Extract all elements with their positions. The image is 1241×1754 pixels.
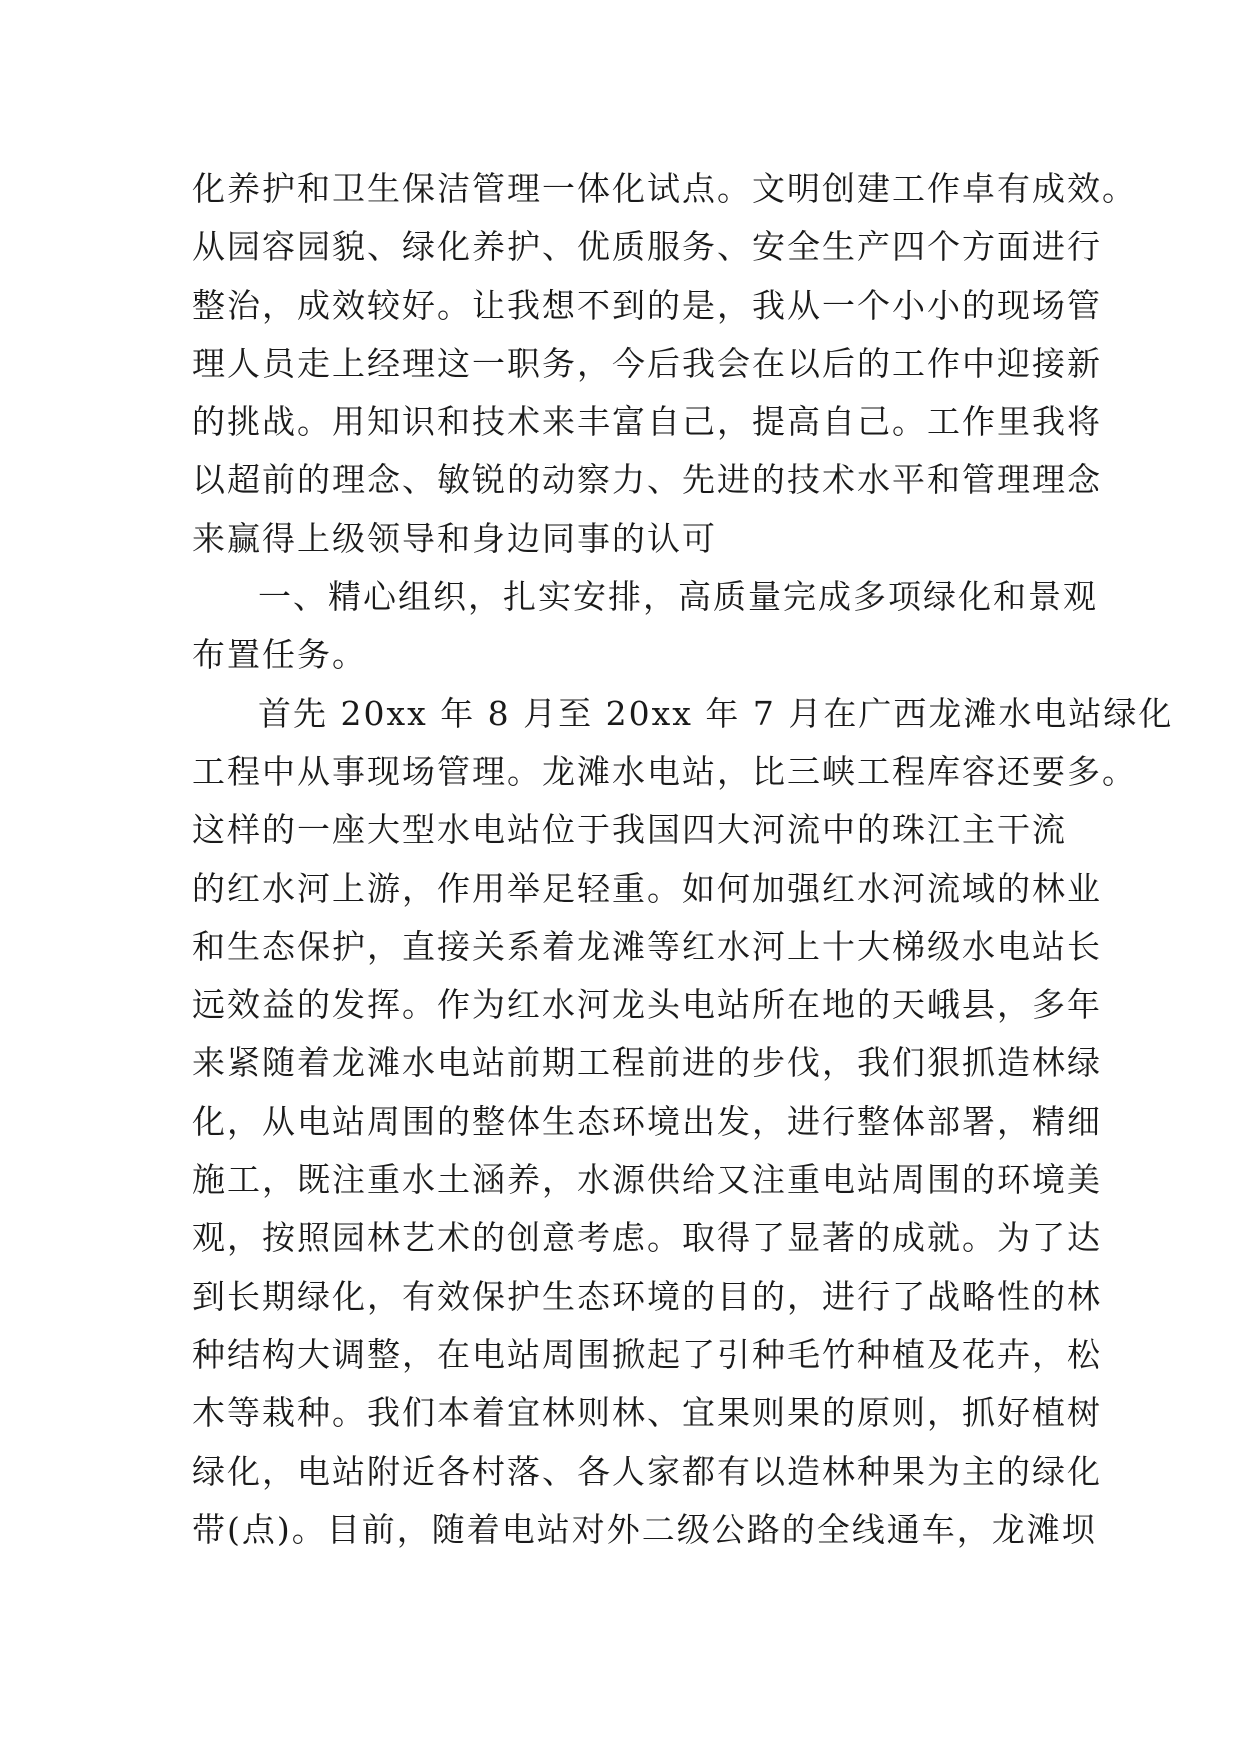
text-line: 理人员走上经理这一职务，今后我会在以后的工作中迎接新 [192,343,1102,383]
text-line: 施工，既注重水土涵养，水源供给又注重电站周围的环境美 [192,1160,1102,1200]
paragraph-start: 首先 20xx 年 8 月至 20xx 年 7 月在广西龙滩水电站绿化 [258,693,1174,733]
text-line: 和生态保护，直接关系着龙滩等红水河上十大梯级水电站长 [192,926,1102,966]
text-line: 的挑战。用知识和技术来丰富自己，提高自己。工作里我将 [192,402,1102,442]
text-line: 整治，成效较好。让我想不到的是，我从一个小小的现场管 [192,285,1102,325]
text-line: 带(点)。目前，随着电站对外二级公路的全线通车，龙滩坝 [192,1509,1097,1549]
text-line: 远效益的发挥。作为红水河龙头电站所在地的天峨县，多年 [192,985,1102,1025]
body-text [192,160,1174,1559]
text-line: 种结构大调整，在电站周围掀起了引种毛竹种植及花卉，松 [192,1334,1102,1374]
text-line: 从园容园貌、绿化养护、优质服务、安全生产四个方面进行 [192,227,1102,267]
text-line: 来紧随着龙滩水电站前期工程前进的步伐，我们狠抓造林绿 [192,1043,1102,1083]
text-line: 到长期绿化，有效保护生态环境的目的，进行了战略性的林 [192,1276,1102,1316]
text-line: 这样的一座大型水电站位于我国四大河流中的珠江主干流 [192,810,1067,850]
text-line: 绿化，电站附近各村落、各人家都有以造林种果为主的绿化 [192,1451,1102,1491]
text-line: 化，从电站周围的整体生态环境出发，进行整体部署，精细 [192,1101,1102,1141]
text-line: 木等栽种。我们本着宜林则林、宜果则果的原则，抓好植树 [192,1393,1102,1433]
text-line: 来赢得上级领导和身边同事的认可 [192,518,717,558]
text-line: 布置任务。 [192,635,367,675]
text-line: 化养护和卫生保洁管理一体化试点。文明创建工作卓有成效。 [192,169,1137,208]
text-line: 工程中从事现场管理。龙滩水电站，比三峡工程库容还要多。 [192,751,1137,791]
text-line: 以超前的理念、敏锐的动察力、先进的技术水平和管理理念 [192,460,1102,500]
section-heading: 一、精心组织，扎实安排，高质量完成多项绿化和景观 [258,577,1098,617]
text-line: 观，按照园林艺术的创意考虑。取得了显著的成就。为了达 [192,1218,1102,1258]
text-line: 的红水河上游，作用举足轻重。如何加强红水河流域的林业 [192,868,1102,908]
